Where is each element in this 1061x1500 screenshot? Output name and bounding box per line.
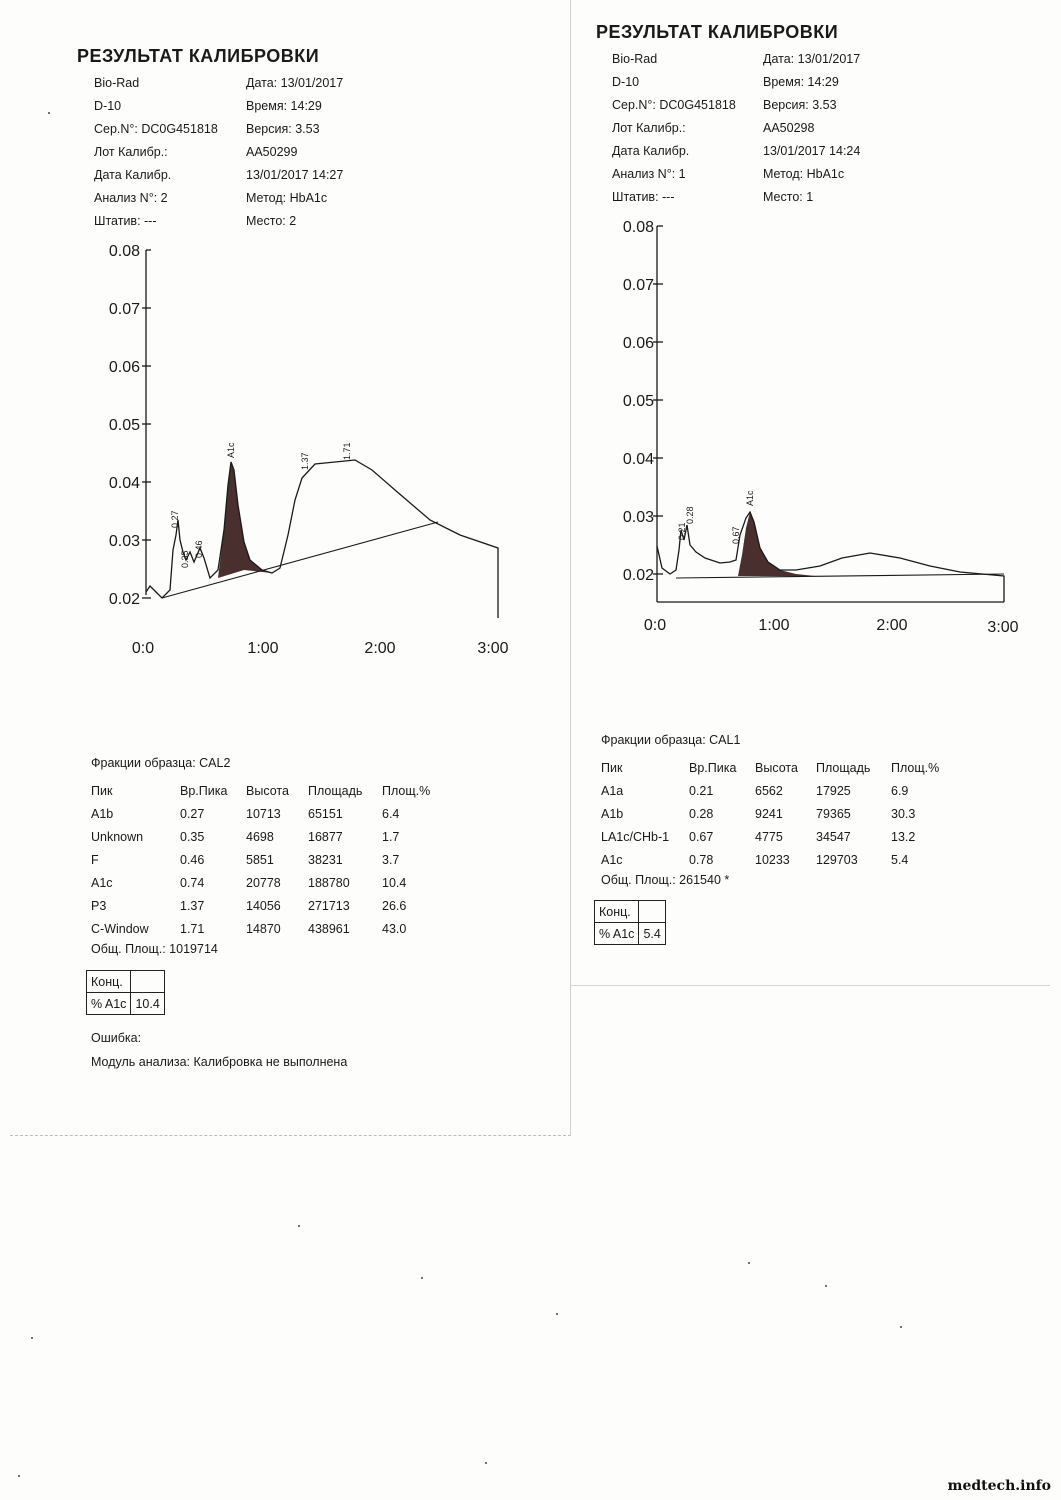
right-peak-label: 0.21 bbox=[677, 522, 687, 540]
right-column-header: Площадь bbox=[816, 760, 871, 775]
right-table-cell: 10233 bbox=[755, 852, 790, 867]
left-header-key: Лот Калибр.: bbox=[94, 145, 168, 159]
left-table-cell: 10.4 bbox=[382, 875, 407, 890]
right-header-row bbox=[612, 121, 815, 135]
right-table-cell: 0.78 bbox=[689, 852, 714, 867]
right-baseline bbox=[676, 574, 1004, 578]
left-header-row bbox=[94, 76, 344, 90]
right-table-cell: 17925 bbox=[816, 783, 851, 798]
right-calibration-sheet bbox=[570, 0, 1050, 986]
right-table-cell: 0.21 bbox=[689, 783, 714, 798]
left-header-key: D-10 bbox=[94, 99, 122, 113]
left-table-cell: P3 bbox=[91, 898, 107, 913]
right-table-cell: 13.2 bbox=[891, 829, 916, 844]
right-header-key: Bio-Rad bbox=[612, 52, 658, 66]
left-y-tick-label: 0.03 bbox=[108, 533, 140, 550]
left-table-cell: A1c bbox=[91, 875, 113, 890]
right-column-header: Пик bbox=[601, 760, 623, 775]
right-header-row bbox=[612, 167, 845, 181]
right-table-row bbox=[601, 802, 951, 825]
left-header-row bbox=[94, 191, 328, 205]
left-table-row bbox=[91, 871, 442, 894]
left-column-header: Площадь bbox=[308, 783, 363, 798]
right-table-cell: A1c bbox=[601, 852, 623, 867]
left-fractions-caption: Фракции образца: CAL2 bbox=[91, 756, 231, 770]
left-table-cell: 14870 bbox=[246, 921, 281, 936]
right-table-row bbox=[601, 848, 951, 871]
left-y-tick-label: 0.08 bbox=[108, 243, 140, 260]
right-table-cell: 129703 bbox=[816, 852, 858, 867]
right-header-row bbox=[612, 98, 837, 112]
left-table-cell: 0.27 bbox=[180, 806, 205, 821]
left-table-cell: F bbox=[91, 852, 99, 867]
left-y-tick-label: 0.06 bbox=[108, 359, 140, 376]
left-table-row bbox=[91, 848, 442, 871]
left-fractions bbox=[91, 756, 442, 956]
left-column-header: Высота bbox=[246, 783, 289, 798]
right-header-row bbox=[612, 144, 861, 158]
right-header-row bbox=[612, 190, 814, 204]
left-table-cell: 14056 bbox=[246, 898, 281, 913]
left-table-cell: 1.37 bbox=[180, 898, 205, 913]
left-header-value: Дата: 13/01/2017 bbox=[246, 76, 344, 90]
left-table-cell: 438961 bbox=[308, 921, 350, 936]
left-peak-label: 1.71 bbox=[342, 442, 352, 460]
left-header-value: Метод: HbA1c bbox=[246, 191, 328, 205]
right-header-key: Штатив: --- bbox=[612, 190, 675, 204]
right-table-cell: 6.9 bbox=[891, 783, 909, 798]
right-y-tick-label: 0.02 bbox=[622, 567, 654, 584]
left-fractions-table bbox=[91, 779, 442, 940]
left-header-value: Место: 2 bbox=[246, 214, 297, 228]
left-header-key: Bio-Rad bbox=[94, 76, 140, 90]
right-fractions-table bbox=[601, 756, 951, 871]
right-y-tick-label: 0.08 bbox=[622, 219, 654, 236]
left-chromatogram-trace bbox=[146, 460, 498, 618]
left-table-cell: 6.4 bbox=[382, 806, 400, 821]
left-table-cell: Unknown bbox=[91, 829, 144, 844]
right-y-tick-label: 0.04 bbox=[622, 451, 654, 468]
left-table-cell: 16877 bbox=[308, 829, 343, 844]
left-title: РЕЗУЛЬТАТ КАЛИБРОВКИ bbox=[77, 46, 320, 66]
left-header-value: AA50299 bbox=[246, 145, 298, 159]
left-table-cell: 271713 bbox=[308, 898, 350, 913]
left-header-row bbox=[94, 145, 298, 159]
left-peak-label: 0.27 bbox=[170, 510, 180, 528]
right-header-value: 13/01/2017 14:24 bbox=[763, 144, 861, 158]
left-x-tick-label: 2:00 bbox=[364, 640, 396, 657]
left-column-header: Пик bbox=[91, 783, 113, 798]
right-header-key: Дата Калибр. bbox=[612, 144, 690, 158]
right-fractions bbox=[601, 733, 951, 887]
right-header-value: Дата: 13/01/2017 bbox=[763, 52, 861, 66]
right-header-key: D-10 bbox=[612, 75, 640, 89]
right-x-tick-label: 0:0 bbox=[643, 617, 667, 634]
left-table-cell: 3.7 bbox=[382, 852, 400, 867]
left-chromatogram bbox=[10, 230, 530, 670]
right-table-cell: 5.4 bbox=[891, 852, 909, 867]
right-table-cell: 4775 bbox=[755, 829, 783, 844]
right-header-key: Лот Калибр.: bbox=[612, 121, 686, 135]
scan-speck bbox=[825, 1285, 827, 1287]
left-table-cell: 0.46 bbox=[180, 852, 205, 867]
right-chromatogram bbox=[570, 210, 1040, 640]
right-table-cell: 9241 bbox=[755, 806, 783, 821]
left-table-cell: C-Window bbox=[91, 921, 149, 936]
right-header-value: Версия: 3.53 bbox=[763, 98, 837, 112]
right-y-tick-label: 0.03 bbox=[622, 509, 654, 526]
scan-speck bbox=[748, 1262, 750, 1264]
left-header-key: Штатив: --- bbox=[94, 214, 157, 228]
left-conc-label: Конц. bbox=[87, 971, 131, 993]
left-column-header: Вр.Пика bbox=[180, 783, 228, 798]
right-table-cell: LA1c/CHb-1 bbox=[601, 829, 670, 844]
right-chromatogram-trace bbox=[657, 512, 1004, 602]
scan-speck bbox=[485, 1462, 487, 1464]
left-table-cell: 38231 bbox=[308, 852, 343, 867]
right-total-area: Общ. Площ.: 261540 * bbox=[601, 873, 730, 887]
right-table-cell: 0.67 bbox=[689, 829, 714, 844]
right-y-tick-label: 0.05 bbox=[622, 393, 654, 410]
left-a1c-peak-fill bbox=[218, 462, 272, 578]
left-table-cell: 10713 bbox=[246, 806, 281, 821]
right-header-row bbox=[612, 52, 861, 66]
left-table-cell: 4698 bbox=[246, 829, 274, 844]
left-table-cell: 43.0 bbox=[382, 921, 407, 936]
left-header-key: Дата Калибр. bbox=[94, 168, 172, 182]
right-peak-label: A1c bbox=[745, 490, 755, 506]
right-concentration-box bbox=[594, 900, 666, 945]
right-header-value: AA50298 bbox=[763, 121, 815, 135]
right-table-row bbox=[601, 825, 951, 848]
left-peak-label: 1.37 bbox=[300, 452, 310, 470]
left-table-cell: 0.35 bbox=[180, 829, 205, 844]
left-y-tick-label: 0.02 bbox=[108, 591, 140, 608]
right-table-cell: A1a bbox=[601, 783, 624, 798]
left-table-cell: A1b bbox=[91, 806, 114, 821]
left-y-tick-label: 0.05 bbox=[108, 417, 140, 434]
right-column-header: Высота bbox=[755, 760, 798, 775]
right-header-value: Время: 14:29 bbox=[763, 75, 839, 89]
right-column-header: Площ.% bbox=[891, 760, 940, 775]
left-calibration-sheet bbox=[10, 0, 571, 1136]
right-header-key: Анализ N°: 1 bbox=[612, 167, 686, 181]
left-peak-label: 0.46 bbox=[194, 540, 204, 558]
right-x-tick-label: 2:00 bbox=[876, 617, 908, 634]
left-header-key: Сер.N°: DC0G451818 bbox=[94, 122, 218, 136]
left-table-cell: 0.74 bbox=[180, 875, 205, 890]
right-peak-label: 0.67 bbox=[731, 526, 741, 544]
right-table-cell: 0.28 bbox=[689, 806, 714, 821]
left-table-row bbox=[91, 894, 442, 917]
left-column-header: Площ.% bbox=[382, 783, 431, 798]
left-header-value: Версия: 3.53 bbox=[246, 122, 320, 136]
left-conc-value: 10.4 bbox=[131, 993, 164, 1015]
left-x-tick-label: 1:00 bbox=[247, 640, 279, 657]
right-table-header-row bbox=[601, 756, 951, 779]
right-conc-key: % A1c bbox=[595, 923, 639, 945]
right-peak-label: 0.28 bbox=[685, 506, 695, 524]
left-header-row bbox=[94, 122, 320, 136]
right-table-row bbox=[601, 779, 951, 802]
right-x-tick-label: 3:00 bbox=[987, 619, 1019, 636]
left-header-value: Время: 14:29 bbox=[246, 99, 322, 113]
left-header-key: Анализ N°: 2 bbox=[94, 191, 168, 205]
left-table-cell: 20778 bbox=[246, 875, 281, 890]
right-table-cell: 79365 bbox=[816, 806, 851, 821]
right-header-value: Место: 1 bbox=[763, 190, 814, 204]
left-y-tick-label: 0.07 bbox=[108, 301, 140, 318]
right-a1c-peak-fill bbox=[738, 512, 815, 576]
right-header-row bbox=[612, 75, 839, 89]
left-header-row bbox=[94, 99, 322, 113]
left-y-tick-label: 0.04 bbox=[108, 475, 140, 492]
left-header-row bbox=[94, 214, 297, 228]
left-table-row bbox=[91, 802, 442, 825]
left-table-header-row bbox=[91, 779, 442, 802]
left-table-cell: 188780 bbox=[308, 875, 350, 890]
right-header-value: Метод: HbA1c bbox=[763, 167, 845, 181]
left-header-value: 13/01/2017 14:27 bbox=[246, 168, 344, 182]
right-table-cell: 30.3 bbox=[891, 806, 916, 821]
left-x-tick-label: 3:00 bbox=[477, 640, 509, 657]
scan-speck bbox=[48, 112, 50, 114]
left-concentration-box bbox=[86, 970, 165, 1015]
right-conc-value: 5.4 bbox=[639, 923, 665, 945]
right-table-cell: A1b bbox=[601, 806, 624, 821]
left-table-cell: 26.6 bbox=[382, 898, 407, 913]
left-table-cell: 5851 bbox=[246, 852, 274, 867]
left-peak-label: 0.35 bbox=[180, 550, 190, 568]
left-peak-label: A1c bbox=[226, 442, 236, 458]
right-table-cell: 34547 bbox=[816, 829, 851, 844]
left-x-tick-label: 0:0 bbox=[131, 640, 155, 657]
right-fractions-caption: Фракции образца: CAL1 bbox=[601, 733, 741, 747]
left-table-cell: 65151 bbox=[308, 806, 343, 821]
scan-speck bbox=[18, 1475, 20, 1477]
scan-speck bbox=[421, 1277, 423, 1279]
right-header-key: Сер.N°: DC0G451818 bbox=[612, 98, 736, 112]
left-table-row bbox=[91, 917, 442, 940]
right-conc-label: Конц. bbox=[595, 901, 639, 923]
left-header-row bbox=[94, 168, 344, 182]
right-column-header: Вр.Пика bbox=[689, 760, 737, 775]
left-error-text: Модуль анализа: Калибровка не выполнена bbox=[91, 1055, 348, 1069]
left-baseline bbox=[162, 522, 438, 598]
scan-speck bbox=[900, 1326, 902, 1328]
left-conc-key: % A1c bbox=[87, 993, 131, 1015]
right-x-tick-label: 1:00 bbox=[758, 617, 790, 634]
watermark: medtech.info bbox=[947, 1478, 1051, 1494]
left-error-label: Ошибка: bbox=[91, 1031, 142, 1045]
scan-speck bbox=[298, 1225, 300, 1227]
right-y-tick-label: 0.06 bbox=[622, 335, 654, 352]
right-table-cell: 6562 bbox=[755, 783, 783, 798]
left-table-cell: 1.71 bbox=[180, 921, 205, 936]
right-y-tick-label: 0.07 bbox=[622, 277, 654, 294]
scan-speck bbox=[556, 1313, 558, 1315]
left-table-cell: 1.7 bbox=[382, 829, 400, 844]
left-table-row bbox=[91, 825, 442, 848]
right-title: РЕЗУЛЬТАТ КАЛИБРОВКИ bbox=[596, 22, 839, 42]
left-total-area: Общ. Площ.: 1019714 bbox=[91, 942, 218, 956]
scan-speck bbox=[31, 1337, 33, 1339]
